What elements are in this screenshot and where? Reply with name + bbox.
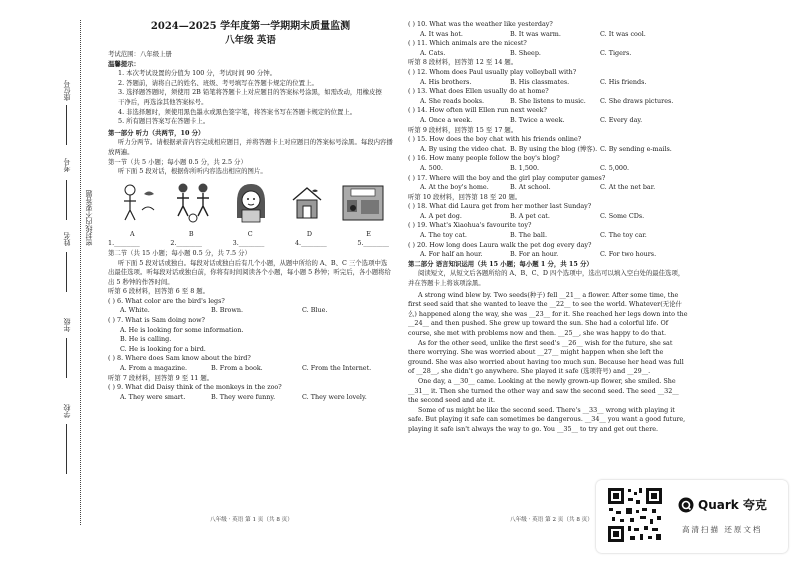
q17-option-a[interactable]: A. At the boy's home. — [420, 183, 489, 192]
question-19: ( ) 19. What's Xiaohua's favourite toy? — [408, 221, 532, 230]
tip-2: 2. 答题前，请将自己的姓名、班级、考号填写在答题卡规定的位置上。 — [118, 78, 318, 87]
picture-e-bus-stop — [341, 180, 385, 224]
quark-logo — [678, 496, 767, 513]
question-13: ( ) 13. What does Ellen usually do at home? — [408, 87, 549, 96]
quark-tagline: 高清扫描 还原文档 — [682, 525, 763, 534]
q6-option-b[interactable]: B. Brown. — [211, 306, 243, 315]
q11-option-a[interactable]: A. Cats. — [420, 48, 446, 57]
tip-3: 3. 选择题答题时，须使用 2B 铅笔将答题卡上对应题目的答案标号涂黑，如需改动，用橡皮擦 — [118, 88, 382, 97]
q12-option-b[interactable]: B. His classmates. — [510, 77, 570, 86]
question-19-options — [408, 231, 690, 241]
q20-option-b[interactable]: B. For an hour. — [510, 250, 559, 259]
q10-option-c[interactable]: C. It was cool. — [600, 29, 646, 38]
question-10: ( ) 10. What was the weather like yesterday? — [408, 20, 553, 28]
quark-logo-icon — [678, 497, 694, 513]
q10-option-a[interactable]: A. It was hot. — [420, 29, 463, 38]
page-1-footer: 八年级 · 英语 第 1 页（共 8 页） — [210, 517, 293, 523]
school-field — [66, 424, 67, 474]
cloze-paragraph-3: One day, a __30__ came. Looking at the newly grown-up flower, she smiled. She __31__ it. Then she turned the other way and saw the second seed. The seed __32__ the second seed and ate it. — [408, 376, 679, 405]
q13-option-c[interactable]: C. She draws pictures. — [600, 96, 674, 105]
sec2-title: 第二节（共 15 小题；每小题 0.5 分，共 7.5 分） — [108, 248, 251, 257]
q12-option-a[interactable]: A. His brothers. — [420, 77, 472, 86]
seal-line — [80, 20, 81, 525]
q9-option-b[interactable]: B. They were funny. — [211, 392, 276, 401]
q9-option-c[interactable]: C. They were lovely. — [302, 392, 367, 401]
q17-option-c[interactable]: C. At the net bar. — [600, 183, 656, 192]
question-12-options — [408, 78, 690, 88]
answer-blank-4[interactable]: 4.________ — [294, 239, 327, 248]
exam-no-field — [66, 180, 67, 220]
q8-option-a[interactable]: A. From a magazine. — [120, 364, 188, 373]
tip-1: 1. 本次考试设置的分值为 100 分，考试时间 90 分钟。 — [118, 69, 277, 78]
cloze-paragraph-4: Some of us might be like the second seed. There's __33__ wrong with playing it safe. But playing it safe can sometimes be dangerous. __34__ you want a good future, playing it safe isn't always the way to go. You __35__ to try and get out there. — [408, 405, 686, 433]
seal-warning: 密封线内不要答题 — [85, 190, 93, 246]
q15-option-a[interactable]: A. By using the video chat. — [420, 144, 507, 153]
picture-b-kids-ball — [172, 180, 216, 224]
question-12: ( ) 12. Whom does Paul usually play volleyball with? — [408, 67, 577, 76]
q19-option-a[interactable]: A. The toy cat. — [420, 231, 467, 240]
q15-option-b[interactable]: B. By using the blog (博客). — [510, 144, 598, 153]
question-16-options — [408, 164, 690, 174]
tips-title: 温馨提示： — [108, 59, 140, 68]
question-10-options — [408, 30, 690, 40]
q18-option-c[interactable]: C. Some CDs. — [600, 211, 645, 220]
q20-option-a[interactable]: A. For half an hour. — [420, 250, 483, 259]
cloze-paragraph-1: A strong wind blew by. Two seeds(种子) fell __21__ a flower. After some time, the first seed said that she wanted to leave the __22__ to see the world. Whatever(无论什么) happened along the way, she was __23__ for it. She reached her legs down into the __24__ and then pushed. She grew up toward the sun. She had a colorful life. Of course, she met with problems now and then. __25__, she was happy to do that. — [408, 290, 688, 337]
question-8-options — [108, 364, 393, 374]
question-17: ( ) 17. Where will the boy and the girl play computer games? — [408, 173, 606, 182]
q20-option-c[interactable]: C. For two hours. — [600, 250, 657, 259]
question-18-options — [408, 212, 690, 222]
sec1-answer-blanks — [108, 239, 393, 249]
part1-title: 第一部分 听力（共两节，10 分） — [108, 128, 205, 137]
q11-option-b[interactable]: B. Sheep. — [510, 48, 541, 57]
part2-instruction: 阅读短文，从短文后各题所给的 A、B、C、D 四个选项中，选出可以填入空白处的最佳选项，并在答题卡上将该项涂黑。 — [408, 269, 685, 288]
answer-blank-2[interactable]: 2.________ — [170, 239, 202, 248]
q12-option-c[interactable]: C. His friends. — [600, 77, 647, 86]
exam-subtitle: 八年级 英语 — [225, 35, 276, 46]
picture-label-a: A — [130, 229, 135, 238]
school-label: 学校 — [63, 404, 71, 418]
seat-label: 座位号 — [63, 80, 71, 101]
listen-8-instruction: 听第 8 段材料，回答第 12 至 14 题。 — [408, 58, 518, 67]
question-14-options — [408, 116, 690, 126]
q16-option-c[interactable]: C. 5,000. — [600, 163, 630, 172]
class-label: 年级 — [63, 318, 71, 332]
question-13-options — [408, 97, 690, 107]
question-15-options — [408, 145, 690, 155]
picture-label-d: D — [306, 229, 313, 238]
tip-4: 4. 非选择题时，须使用黑色墨水或黑色签字笔，将答案书写在答题卡规定的位置上。 — [118, 107, 357, 116]
q8-option-b[interactable]: B. From a book. — [211, 364, 263, 373]
cloze-paragraph-2: As for the other seed, unlike the first seed's __26__ wish for the future, she sat there worrying. She was worried about __27__ might happen when she left the ground. She was also worried about having too much sun. Because her head was full of __28__, she didn't go anywhere. She played it safe (选项符号) and __29__. — [408, 338, 684, 376]
question-11: ( ) 11. Which animals are the nicest? — [408, 39, 527, 48]
q7-option-c[interactable]: C. He is looking for a bird. — [120, 344, 206, 353]
q14-option-a[interactable]: A. Once a week. — [420, 115, 473, 124]
sec2-instruction: 听下面 5 段对话或独白。每段对话或独白后有几个小题，从题中所给的 A、B、C 三个选项中选出最佳选项。听每段对话或独白前，你将有时间阅读各个小题，每小题 5 秒钟；听完后，各小题将给出 5 秒钟的作答时间。 — [108, 258, 391, 286]
question-18: ( ) 18. What did Laura get from her mother last Sunday? — [408, 202, 592, 211]
question-14: ( ) 14. How often will Ellen run next week? — [408, 106, 547, 115]
answer-blank-5[interactable]: 5.________ — [357, 239, 389, 248]
answer-blank-3[interactable]: 3.________ — [232, 239, 265, 248]
tip-5: 5. 所有题目答案写在答题卡上。 — [118, 117, 210, 126]
q7-option-a[interactable]: A. He is looking for some information. — [120, 325, 244, 334]
part1-intro: 听力分两节。请根据录音内容完成相应题目，并将答题卡上对应题目的答案标号涂黑。每段内容播放两遍。 — [108, 138, 393, 156]
listening-pictures — [108, 180, 393, 228]
question-20: ( ) 20. How long does Laura walk the pet dog every day? — [408, 240, 592, 249]
name-label: 姓名 — [63, 232, 71, 246]
question-17-options — [408, 183, 690, 193]
picture-d-birdhouse — [285, 180, 329, 224]
q18-option-b[interactable]: B. A pet cat. — [510, 211, 550, 220]
exam-scope: 考试范围：八年级上册 — [108, 50, 172, 58]
q6-option-a[interactable]: A. White. — [120, 306, 150, 315]
question-8: ( ) 8. Where does Sam know about the bird? — [108, 354, 251, 363]
picture-label-e: E — [366, 229, 371, 238]
q16-option-b[interactable]: B. 1,500. — [510, 163, 540, 172]
q19-option-c[interactable]: C. The toy car. — [600, 231, 647, 240]
q14-option-b[interactable]: B. Twice a week. — [510, 115, 565, 124]
listen-10-instruction: 听第 10 段材料，回答第 18 至 20 题。 — [408, 192, 522, 201]
class-field — [66, 338, 67, 378]
question-9: ( ) 9. What did Daisy think of the monkeys in the zoo? — [108, 383, 282, 392]
q7-option-b[interactable]: B. He is calling. — [120, 335, 172, 344]
question-16: ( ) 16. How many people follow the boy's blog? — [408, 154, 560, 163]
q14-option-c[interactable]: C. Every day. — [600, 115, 643, 124]
picture-a-boy-bird — [116, 180, 160, 224]
q10-option-b[interactable]: B. It was warm. — [510, 29, 561, 38]
question-6: ( ) 6. What color are the bird's legs? — [108, 296, 225, 305]
picture-labels — [108, 230, 393, 240]
answer-blank-1[interactable]: 1.________ — [108, 239, 140, 248]
question-6-options — [108, 306, 393, 316]
picture-c-girl — [229, 180, 273, 224]
question-20-options — [408, 250, 690, 260]
seat-field — [66, 105, 67, 145]
qr-code-icon[interactable] — [606, 486, 664, 544]
exam-no-label: 考号 — [63, 158, 71, 172]
quark-brand: Quark 夸克 — [698, 498, 767, 512]
page-1 — [108, 20, 393, 402]
q13-option-b[interactable]: B. She listens to music. — [510, 96, 586, 105]
q17-option-b[interactable]: B. At school. — [510, 183, 551, 192]
q11-option-c[interactable]: C. Tigers. — [600, 48, 632, 57]
listen-7-instruction: 听第 7 段材料，回答第 9 至 11 题。 — [108, 373, 214, 382]
exam-title: 2024—2025 学年度第一学期期末质量监测 — [150, 21, 351, 32]
page-2 — [408, 20, 690, 435]
sec1-title: 第一节（共 5 小题；每小题 0.5 分，共 2.5 分） — [108, 157, 247, 166]
picture-label-b: B — [188, 229, 194, 238]
sec1-instruction: 听下面 5 段对话，根据你所听内容选出相应的图片。 — [118, 167, 267, 176]
question-9-options — [108, 393, 393, 403]
part2-title: 第二部分 语言知识运用（共 15 小题；每小题 1 分，共 15 分） — [408, 259, 593, 268]
q18-option-a[interactable]: A. A pet dog. — [420, 211, 462, 220]
listen-9-instruction: 听第 9 段材料，回答第 15 至 17 题。 — [408, 125, 518, 134]
seal-margin — [0, 0, 100, 561]
q8-option-c[interactable]: C. From the Internet. — [302, 364, 372, 373]
q13-option-a[interactable]: A. She reads books. — [420, 96, 485, 105]
q15-option-c[interactable]: C. By sending e-mails. — [600, 144, 672, 153]
name-field — [66, 252, 67, 292]
question-11-options — [408, 49, 690, 59]
q16-option-a[interactable]: A. 500. — [420, 163, 443, 172]
listen-6-instruction: 听第 6 段材料，回答第 6 至 8 题。 — [108, 287, 210, 296]
quark-scan-card[interactable] — [596, 480, 788, 553]
question-7: ( ) 7. What is Sam doing now? — [108, 316, 205, 325]
picture-label-c: C — [247, 229, 253, 238]
tip-3-cont: 干净后，再选涂其他答案标号。 — [118, 97, 208, 106]
q9-option-a[interactable]: A. They were smart. — [120, 392, 186, 401]
page-2-footer: 八年级 · 英语 第 2 页（共 8 页） — [510, 517, 593, 523]
question-15: ( ) 15. How does the boy chat with his friends online? — [408, 135, 582, 144]
q19-option-b[interactable]: B. The ball. — [510, 231, 547, 240]
q6-option-c[interactable]: C. Blue. — [302, 306, 328, 315]
